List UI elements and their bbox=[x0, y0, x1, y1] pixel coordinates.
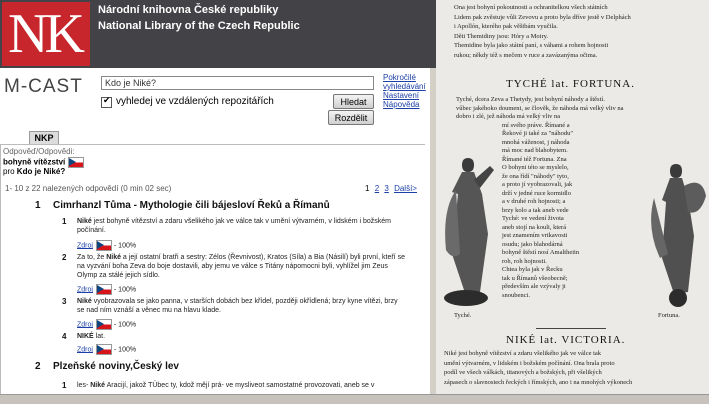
scan-text-line: tak u Římanů všeobecně; bbox=[502, 274, 568, 282]
search-input[interactable] bbox=[101, 76, 374, 90]
snippet-line: na vyzvání boha Zeva do boje dostavili, aby jemu ve válce s Titány nápomocni byli, vyhlížel jim Zeus bbox=[77, 263, 388, 270]
results-panel bbox=[0, 144, 425, 403]
options-links bbox=[383, 73, 426, 109]
scan-heading-nike: NIKÉ lat. VICTORIA. bbox=[506, 334, 626, 346]
checkmark-icon: ✔ bbox=[103, 95, 111, 105]
scan-text-line: Tyché, dcera Zeva a Thetydy, jest bohyní náhody a štěstí. bbox=[456, 96, 605, 103]
source-link[interactable]: Zdroj bbox=[77, 242, 93, 250]
czech-flag-icon bbox=[96, 240, 112, 251]
scan-text-line: Chtea byla jak v Řecku bbox=[502, 266, 563, 273]
snippet-text bbox=[77, 217, 391, 235]
scan-text-line: roh, roh hojnosti. bbox=[502, 257, 547, 265]
match-percent: - 100% bbox=[113, 346, 137, 354]
next-page-link[interactable]: Další> bbox=[394, 184, 417, 193]
page-2-link[interactable]: 2 bbox=[374, 184, 380, 193]
logo-letters: NK bbox=[8, 3, 81, 65]
library-name-en: National Library of the Czech Republic bbox=[98, 20, 300, 32]
snippet-line: Za to, že Niké a její ostatní bratři a sestry: Zélos (Řevnivost), Kratos (Síla) a Bia (Násilí) byli první, kteří se bbox=[77, 254, 405, 261]
scan-text-line: Niké jest bohyně vítězství a zdaru všelikého jak ve válce tak bbox=[444, 350, 602, 357]
snippet-number: 3 bbox=[62, 297, 67, 306]
snippet-line: počínání. bbox=[77, 227, 106, 234]
scan-text-line: mnohá váženost, j náhoda bbox=[502, 138, 570, 146]
result-title[interactable]: Cimrhanzl Tůma - Mythologie čili bájesloví Řeků a Římanů bbox=[53, 200, 330, 211]
scan-text-line: aneb stojí na kouli, která bbox=[502, 223, 567, 231]
result-number: 2 bbox=[35, 361, 41, 372]
snippet-number: 4 bbox=[62, 332, 67, 341]
snippet-number: 2 bbox=[62, 253, 67, 262]
scan-text-line: i Apollón, kterého pak věštbám vyučila. bbox=[454, 23, 558, 30]
scan-text-line: dobro i zlé, jež náhoda má velký vliv na bbox=[456, 113, 561, 120]
tyche-figure-illustration bbox=[438, 150, 496, 310]
scan-heading-tyche: TYCHÉ lat. FORTUNA. bbox=[506, 78, 635, 90]
scan-text-line: a proto jí vyobrazovali, jak bbox=[502, 181, 573, 188]
scan-text-line: drží v jedné ruce kormidlo bbox=[502, 189, 571, 197]
settings-link[interactable]: Nastavení bbox=[383, 91, 420, 100]
source-row bbox=[77, 240, 136, 251]
source-row bbox=[77, 319, 136, 330]
for-query: Kdo je Niké? bbox=[16, 167, 66, 176]
scan-text-line: bohyně štěstí nosí Amaltheiin bbox=[502, 249, 580, 256]
scan-text-line: jest znamením vrtkavosti bbox=[502, 232, 568, 239]
match-percent: - 100% bbox=[113, 321, 137, 329]
remote-repositories-checkbox[interactable] bbox=[101, 97, 112, 108]
scan-text-line: Themidine byla jako státní paní, s váhami a rohem hojnosti bbox=[454, 42, 609, 49]
search-pane bbox=[0, 68, 430, 403]
results-summary: 1- 10 z 22 nalezených odpovědí (0 min 02 sec) bbox=[5, 184, 172, 193]
scan-text-line: má moc nad blahobytem. bbox=[502, 147, 568, 154]
split-button[interactable]: Rozdělit bbox=[328, 110, 374, 125]
snippet-line: Olymp za stálé jejich sídlo. bbox=[77, 272, 160, 279]
scan-text-line: O bohyni této se myslelo, bbox=[502, 164, 569, 171]
library-name-cz: Národní knihovna České republiky bbox=[98, 4, 279, 16]
scan-text-line: Ona jest bohyní pokoutnosti a ochranitelkou všech státních bbox=[454, 4, 608, 11]
fortuna-figure-illustration bbox=[648, 158, 708, 308]
snippet-line: les- Niké Aracijí, jakož TÜbec ty, kdož mějí prá- ve mysliveot samostatné provozovati, aneb se v bbox=[77, 382, 375, 389]
advanced-search-link[interactable]: Pokročilé bbox=[383, 73, 416, 82]
scan-text-line: především ale vzývaly ji bbox=[502, 283, 566, 290]
remote-repositories-label: vyhledej ve vzdálených repozitářích bbox=[116, 96, 274, 107]
scan-text-line: že ona řídí "náhody" tyto, bbox=[502, 172, 569, 180]
page-1: 1 bbox=[365, 184, 370, 193]
library-header bbox=[0, 0, 438, 68]
caption-fortuna: Fortuna. bbox=[658, 312, 680, 319]
scan-text-line: Lidem pak zvěstuje vůli Zevovu a proto byla dříve jestě v Delphách bbox=[454, 13, 631, 21]
scan-text-line: osudu; jako blahodárná bbox=[502, 240, 563, 248]
search-button[interactable]: Hledat bbox=[333, 94, 374, 109]
snippet-text bbox=[77, 297, 398, 315]
for-prefix: pro bbox=[3, 167, 15, 176]
snippet-text bbox=[77, 253, 405, 280]
snippet-line: Niké jest bohyně vítězství a zdaru všelikého jak ve válce tak v umění výtvarném, v lidském i božském bbox=[77, 218, 391, 225]
czech-flag-icon bbox=[96, 319, 112, 330]
source-row bbox=[77, 284, 136, 295]
nk-logo[interactable] bbox=[2, 2, 90, 66]
source-row bbox=[77, 344, 136, 355]
scan-text-line: mí svého práve. Římané a bbox=[502, 121, 570, 129]
scan-text-line: brzy kolo a tak aneb vede bbox=[502, 206, 569, 214]
snippet-number: 1 bbox=[62, 381, 67, 390]
scan-text-line: a v druhé roh hojnosti; a bbox=[502, 198, 566, 205]
scan-text-line: Římané též Fortuna. Zna bbox=[502, 155, 567, 163]
help-link[interactable]: Nápověda bbox=[383, 100, 420, 109]
snippet-line: NIKÉ lat. bbox=[77, 333, 106, 340]
advanced-search-link-2[interactable]: vyhledávání bbox=[383, 82, 426, 91]
scan-text-line: Řekové ji také za "náhodu" bbox=[502, 130, 574, 137]
source-link[interactable]: Zdroj bbox=[77, 346, 93, 354]
answer-text: bohyně vítězství bbox=[3, 157, 66, 167]
scan-text-line: zápasech o slavnostech řeckých i římských, ano i na mnohých výkonech bbox=[444, 378, 633, 386]
snippet-text bbox=[77, 381, 374, 390]
divider-rule bbox=[536, 328, 606, 329]
scan-text-line: rukou; někdy též s mečem v ruce a zavázanýma očima. bbox=[454, 51, 598, 59]
match-percent: - 100% bbox=[113, 242, 137, 250]
czech-flag-icon bbox=[96, 284, 112, 295]
page-3-link[interactable]: 3 bbox=[384, 184, 389, 193]
scanned-book-page bbox=[436, 0, 709, 403]
scan-text-line: vůbec jakéhoko doumeni, se člověk, že náhoda má velký vliv na bbox=[456, 104, 624, 112]
scan-text-line: snoubenci. bbox=[502, 291, 530, 299]
scan-text-line: Tyché: ve vedení života bbox=[502, 215, 564, 222]
snippet-text bbox=[77, 332, 105, 341]
source-link[interactable]: Zdroj bbox=[77, 321, 93, 329]
snippet-line: se nad ním vznáší a věnec mu na hlavu klade. bbox=[77, 307, 221, 314]
query-echo bbox=[3, 167, 65, 176]
app-title: M-CAST bbox=[4, 76, 83, 97]
snippet-line: Niké vyobrazovala se jako panna, v starších dobách bez křídel, později okřídlená; brzy kyne vítězi, brzy bbox=[77, 298, 398, 305]
pagination bbox=[365, 184, 420, 193]
snippet-number: 1 bbox=[62, 217, 67, 226]
czech-flag-icon bbox=[96, 344, 112, 355]
result-title[interactable]: Plzeňské noviny,Český lev bbox=[53, 361, 179, 372]
answers-header: Odpověď/Odpovědi: bbox=[3, 147, 75, 156]
result-number: 1 bbox=[35, 200, 41, 211]
caption-tyche: Tyché. bbox=[454, 312, 472, 319]
scan-text-line: umění výtvarném, v lidském i božském počínání. Ona brala proto bbox=[444, 359, 615, 367]
tab-nkp[interactable]: NKP bbox=[29, 131, 59, 147]
scan-text-line: Děti Themidiny jsou: Hóry a Moiry. bbox=[454, 32, 549, 40]
source-link[interactable]: Zdroj bbox=[77, 286, 93, 294]
czech-flag-icon bbox=[68, 157, 84, 168]
match-percent: - 100% bbox=[113, 286, 137, 294]
scan-text-line: podíl ve všech válkách, titanových a božských, při všelikých bbox=[444, 369, 602, 376]
